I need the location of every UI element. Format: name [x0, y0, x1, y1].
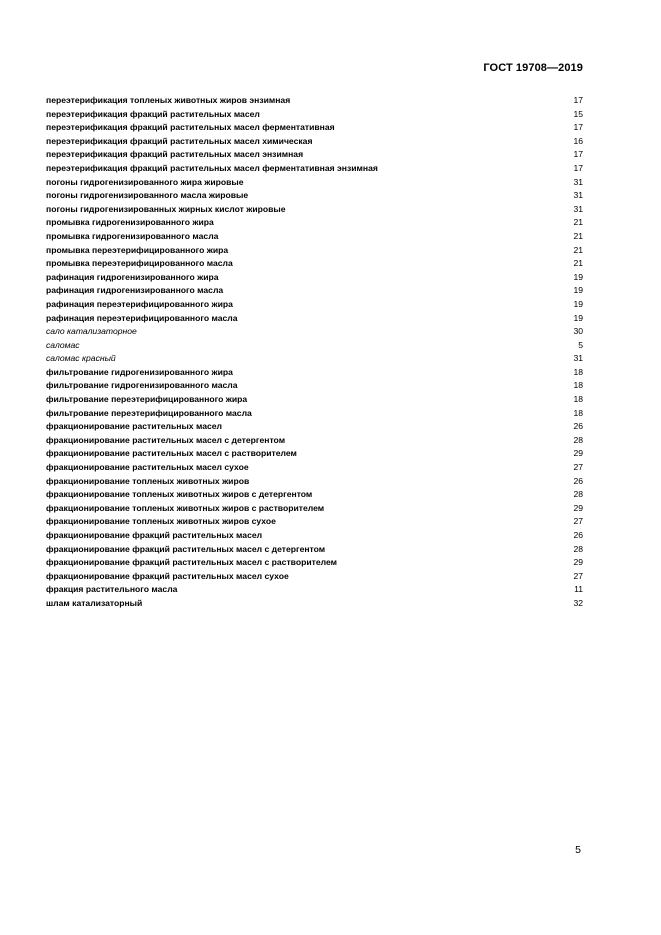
- index-term: шлам катализаторный: [46, 597, 143, 608]
- index-page-ref: 17: [573, 149, 583, 160]
- index-entry: [46, 135, 583, 149]
- index-entry: [46, 203, 583, 217]
- page-number: 5: [575, 844, 581, 856]
- index-term: промывка гидрогенизированного масла: [46, 230, 219, 241]
- index-page-ref: 31: [573, 353, 583, 364]
- index-entry: [46, 475, 583, 489]
- index-term: промывка переэтерифицированного жира: [46, 244, 229, 255]
- index-entry: [46, 515, 583, 529]
- index-page-ref: 26: [573, 475, 583, 486]
- index-term: промывка переэтерифицированного масла: [46, 258, 233, 269]
- index-page-ref: 21: [573, 244, 583, 255]
- index-term: переэтерификация фракций растительных масел энзимная: [46, 149, 304, 160]
- index-page-ref: 21: [573, 230, 583, 241]
- index-term: фильтрование гидрогенизированного жира: [46, 366, 233, 377]
- index-entry: [46, 407, 583, 421]
- index-page-ref: 28: [573, 489, 583, 500]
- index-entry: [46, 121, 583, 135]
- index-entry: [46, 162, 583, 176]
- index-entry: [46, 271, 583, 285]
- index-page-ref: 11: [574, 584, 583, 595]
- index-term: фракционирование топленых животных жиров с детергентом: [46, 489, 313, 500]
- index-page-ref: 28: [573, 543, 583, 554]
- index-page-ref: 15: [573, 108, 583, 119]
- index-term: рафинация гидрогенизированного жира: [46, 271, 219, 282]
- index-term: фракционирование топленых животных жиров: [46, 475, 250, 486]
- index-term: фракционирование фракций растительных масел: [46, 530, 263, 540]
- index-entry: [46, 298, 583, 312]
- index-entry: [46, 244, 583, 258]
- index-entry: [46, 461, 583, 475]
- index-entry: [46, 393, 583, 407]
- index-entry: [46, 366, 583, 380]
- index-entry: [46, 352, 583, 366]
- index-entry: [46, 502, 583, 516]
- index-term: фракционирование растительных масел: [46, 421, 222, 432]
- index-page-ref: 18: [573, 366, 583, 377]
- index-term: фракционирование фракций растительных масел с растворителем: [46, 557, 337, 568]
- index-entry: [46, 257, 583, 271]
- index-entry: [46, 597, 583, 611]
- index-term: переэтерификация фракций растительных масел химическая: [46, 135, 313, 146]
- index-term: фракция растительного масла: [46, 584, 178, 595]
- index-term: фильтрование переэтерифицированного масла: [46, 407, 252, 418]
- index-term: промывка гидрогенизированного жира: [46, 217, 214, 228]
- index-term: погоны гидрогенизированного жира жировые: [46, 176, 244, 187]
- index-page-ref: 26: [573, 530, 583, 540]
- index-term: фракционирование топленых животных жиров сухое: [46, 516, 276, 527]
- index-term: фракционирование топленых животных жиров с растворителем: [46, 502, 325, 513]
- index-page-ref: 19: [573, 285, 583, 296]
- index-entry: [46, 434, 583, 448]
- index-entry: [46, 447, 583, 461]
- index-page-ref: 29: [573, 557, 583, 568]
- index-page-ref: 18: [573, 380, 583, 391]
- index-entry: [46, 583, 583, 597]
- index-term: фильтрование переэтерифицированного жира: [46, 394, 248, 405]
- index-entry: [46, 556, 583, 570]
- index-page-ref: 29: [573, 448, 583, 459]
- index-term: саломас: [46, 339, 80, 350]
- index-page-ref: 5: [578, 339, 583, 350]
- index-entry: [46, 529, 583, 543]
- index-page-ref: 32: [573, 597, 583, 608]
- index-page-ref: 18: [573, 394, 583, 405]
- index-term: рафинация гидрогенизированного масла: [46, 285, 224, 296]
- index-page-ref: 17: [573, 162, 583, 173]
- index-entry: [46, 488, 583, 502]
- index-page-ref: 30: [573, 326, 583, 337]
- index-entry: [46, 339, 583, 353]
- index-page-ref: 17: [573, 95, 583, 105]
- index-entry: [46, 94, 583, 108]
- index-term: фракционирование растительных масел с детергентом: [46, 434, 286, 445]
- index-page-ref: 29: [573, 502, 583, 513]
- index-term: погоны гидрогенизированных жирных кислот жировые: [46, 203, 286, 214]
- index-entry: [46, 216, 583, 230]
- index-term: рафинация переэтерифицированного жира: [46, 298, 233, 309]
- index-page-ref: 27: [573, 570, 583, 581]
- index-page-ref: 16: [573, 135, 583, 146]
- index-term: погоны гидрогенизированного масла жировые: [46, 190, 249, 201]
- index-term: рафинация переэтерифицированного масла: [46, 312, 238, 323]
- index-entry: [46, 543, 583, 557]
- index-entry: [46, 176, 583, 190]
- index-entry: [46, 325, 583, 339]
- index-page-ref: 21: [573, 258, 583, 269]
- index-page-ref: 17: [573, 122, 583, 133]
- index-page-ref: 31: [573, 203, 583, 214]
- index-term: фильтрование гидрогенизированного масла: [46, 380, 238, 391]
- index-term: саломас красный: [46, 353, 116, 364]
- index-entry: [46, 108, 583, 122]
- index-page-ref: 21: [573, 217, 583, 228]
- index-term: сало катализаторное: [46, 326, 137, 337]
- index-entry: [46, 312, 583, 326]
- index-page-ref: 18: [573, 407, 583, 418]
- index-page-ref: 31: [573, 190, 583, 201]
- document-code-header: ГОСТ 19708—2019: [483, 62, 583, 74]
- index-page-ref: 31: [573, 176, 583, 187]
- index-term: переэтерификация топленых животных жиров энзимная: [46, 95, 291, 105]
- index-page-ref: 28: [573, 434, 583, 445]
- index-page-ref: 19: [573, 312, 583, 323]
- index-term: фракционирование фракций растительных масел сухое: [46, 570, 289, 581]
- index-entry: [46, 189, 583, 203]
- index-term: переэтерификация фракций растительных масел: [46, 108, 260, 119]
- index-page-ref: 19: [573, 298, 583, 309]
- index-entry: [46, 379, 583, 393]
- index-entry: [46, 230, 583, 244]
- index-entry: [46, 570, 583, 584]
- index-term: переэтерификация фракций растительных масел ферментативная энзимная: [46, 162, 378, 173]
- index-page-ref: 26: [573, 421, 583, 432]
- index-term: фракционирование фракций растительных масел с детергентом: [46, 543, 326, 554]
- index-page-ref: 19: [573, 271, 583, 282]
- index-term: фракционирование растительных масел с растворителем: [46, 448, 297, 459]
- index-page-ref: 27: [573, 516, 583, 527]
- index-term: переэтерификация фракций растительных масел ферментативная: [46, 122, 335, 133]
- index-entry: [46, 148, 583, 162]
- alphabetical-term-index: [46, 94, 583, 611]
- index-term: фракционирование растительных масел сухое: [46, 462, 249, 473]
- index-entry: [46, 420, 583, 434]
- index-page-ref: 27: [573, 462, 583, 473]
- index-entry: [46, 284, 583, 298]
